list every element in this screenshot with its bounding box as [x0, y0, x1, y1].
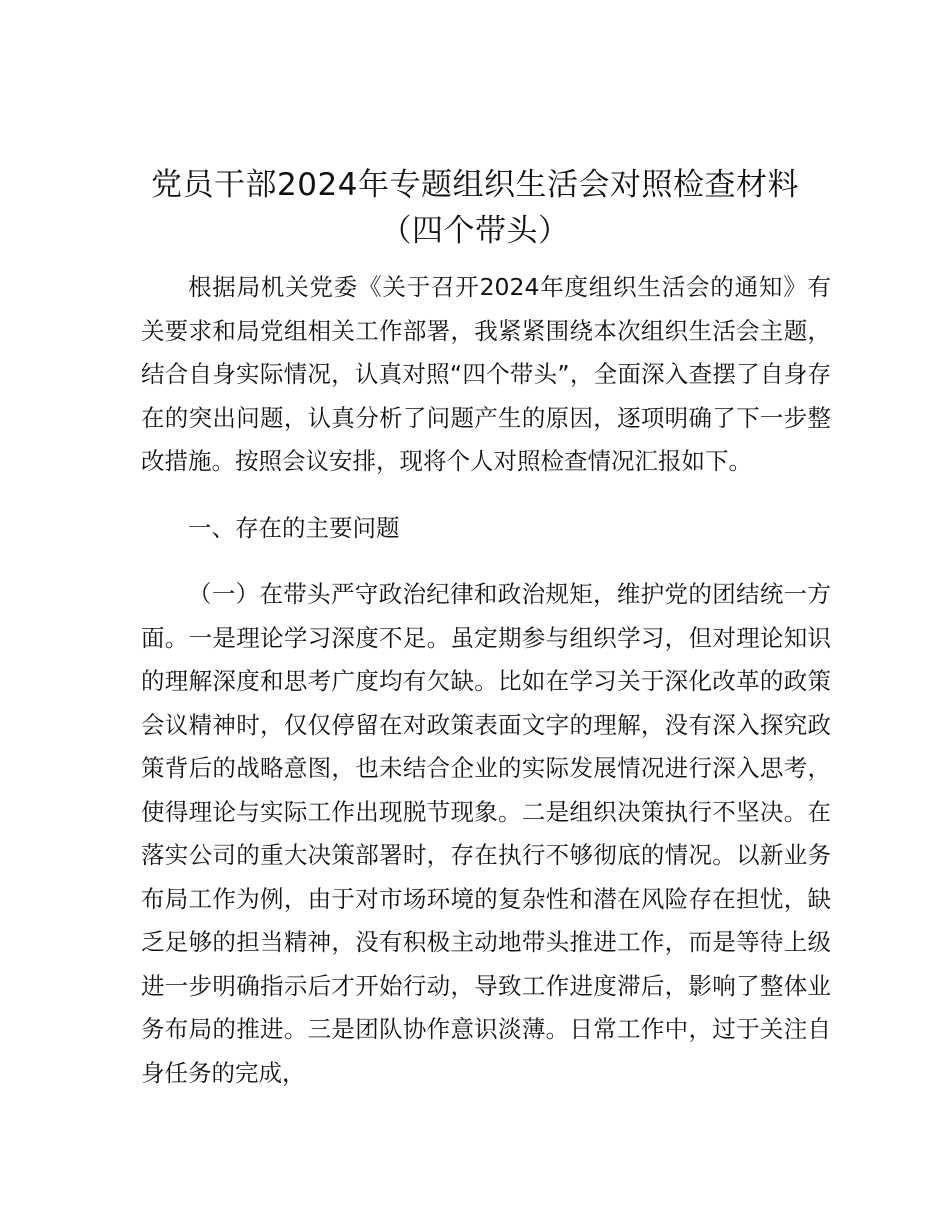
document-body: [141, 266, 831, 1095]
section-heading: 一、存在的主要问题: [188, 513, 400, 542]
section-paragraph: （一）在带头严守政治纪律和政治规矩，维护党的团结统一方面。一是理论学习深度不足。虽定期参与组织学习，但对理论知识的理解深度和思考广度均有欠缺。比如在学习关于深化改革的政策会议精神时，仅仅停留在对政策表面文字的理解，没有深入探究政策背后的战略意图，也未结合企业的实际发展情况进行深入思考，使得理论与实际工作出现脱节现象。二是组织决策执行不坚决。在落实公司的重大决策部署时，存在执行不够彻底的情况。以新业务布局工作为例，由于对市场环境的复杂性和潜在风险存在担忧，缺乏足够的担当精神，没有积极主动地带头推进工作，而是等待上级进一步明确指示后才开始行动，导致工作进度滞后，影响了整体业务布局的推进。三是团队协作意识淡薄。日常工作中，过于关注自身任务的完成，: [141, 580, 831, 1087]
document-title: 党员干部2024年专题组织生活会对照检查材料（四个带头）: [151, 167, 799, 249]
intro-paragraph: 根据局机关党委《关于召开2024年度组织生活会的通知》有关要求和局党组相关工作部署，我紧紧围绕本次组织生活会主题，结合自身实际情况，认真对照“四个带头”，全面深入查摆了自身存在的突出问题，认真分析了问题产生的原因，逐项明确了下一步整改措施。按照会议安排，现将个人对照检查情况汇报如下。: [141, 273, 831, 475]
